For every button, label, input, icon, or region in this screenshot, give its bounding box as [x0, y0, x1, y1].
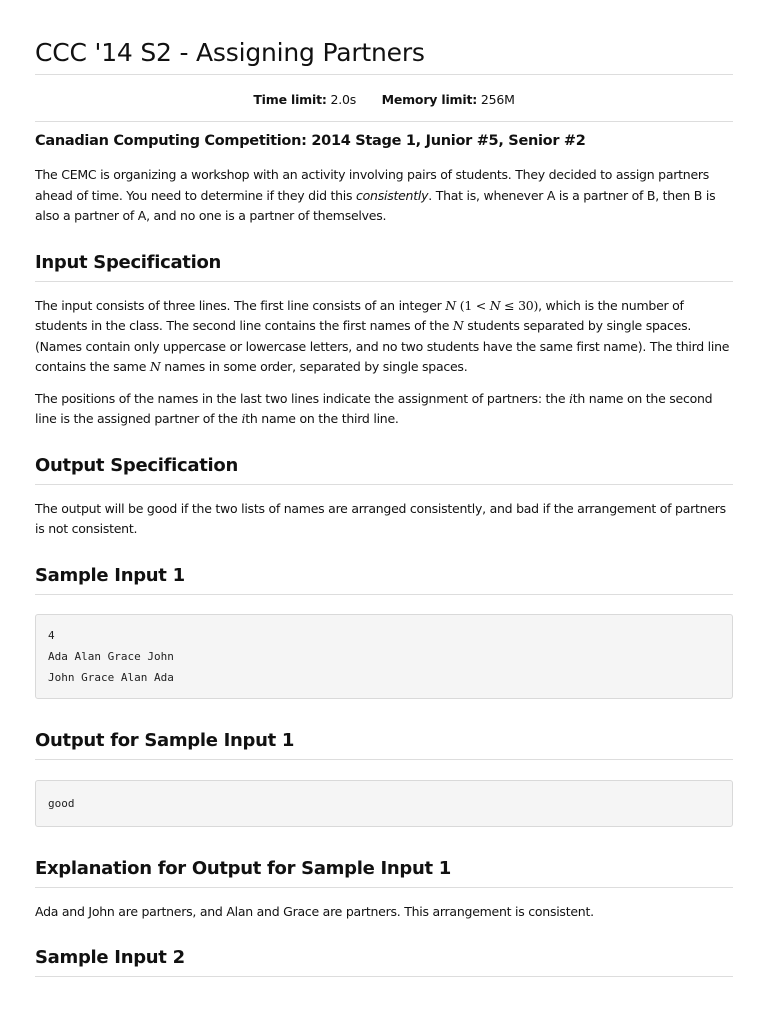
output-spec-heading: Output Specification: [35, 454, 733, 485]
limits-bar: [35, 75, 733, 122]
input-spec-p2-text-a: The positions of the names in the last two lines indicate the assignment of partners: the: [35, 390, 569, 406]
input-spec-paragraph-2: [35, 389, 733, 430]
input-spec-paragraph-1: [35, 296, 733, 378]
math-i: i: [241, 411, 246, 426]
intro-emphasis: consistently: [356, 187, 429, 203]
input-spec-p2-text-c: th name on the third line.: [245, 411, 399, 426]
sample-input-1-code[interactable]: 4 Ada Alan Grace John John Grace Alan Ada: [35, 614, 733, 699]
math-i: i: [569, 390, 573, 406]
time-limit-value: 2.0s: [330, 92, 357, 107]
explanation-1-paragraph: Ada and John are partners, and Alan and Grace are partners. This arrangement is consistent.: [35, 903, 594, 919]
input-spec-text-b: , which is the number of students in the class. The second line contains the first names of the: [35, 297, 684, 333]
input-spec-heading: Input Specification: [35, 251, 733, 282]
math-range-start: (1 <: [459, 297, 490, 313]
intro-paragraph: [35, 165, 733, 227]
intro-text-2: . That is, whenever A is a partner of B, then B is also a partner of A, and no one is a partner of themselves.: [35, 187, 716, 223]
math-n: N: [149, 359, 161, 374]
page-title: CCC '14 S2 - Assigning Partners: [35, 0, 733, 75]
sample-input-1-heading: Sample Input 1: [35, 564, 733, 595]
memory-limit-value: 256M: [480, 92, 515, 107]
input-spec-text-a: The input consists of three lines. The first line consists of an integer: [35, 297, 446, 313]
input-spec-text-d: names in some order, separated by single spaces.: [160, 359, 468, 374]
math-n: N: [489, 297, 501, 313]
sample-output-1-code[interactable]: good: [35, 780, 733, 827]
intro-text-1: The CEMC is organizing a workshop with an activity involving pairs of students. They decided to assign partners ahead of time. You need to determine if they did this: [35, 167, 710, 203]
explanation-1-heading: Explanation for Output for Sample Input 1: [35, 857, 733, 888]
input-spec-p2-text-b: th name on the second line is the assigned partner of the: [35, 390, 713, 426]
input-spec-text-c: students separated by single spaces. (Names contain only uppercase or lowercase letters, and no two students have the same first name). The third line contains the same: [35, 318, 730, 374]
sample-input-2-heading: Sample Input 2: [35, 946, 733, 977]
math-n: N: [445, 297, 456, 313]
math-range-end: ≤ 30): [500, 297, 539, 313]
math-n: N: [452, 318, 464, 333]
time-limit-label: Time limit:: [253, 92, 327, 107]
output-spec-paragraph: The output will be good if the two lists of names are arranged consistently, and bad if the arrangement of partners is not consistent.: [35, 500, 726, 536]
problem-source: Canadian Computing Competition: 2014 Stage 1, Junior #5, Senior #2: [35, 133, 586, 149]
memory-limit-label: Memory limit:: [381, 92, 478, 107]
problem-page: [35, 0, 733, 977]
sample-output-1-heading: Output for Sample Input 1: [35, 729, 733, 760]
